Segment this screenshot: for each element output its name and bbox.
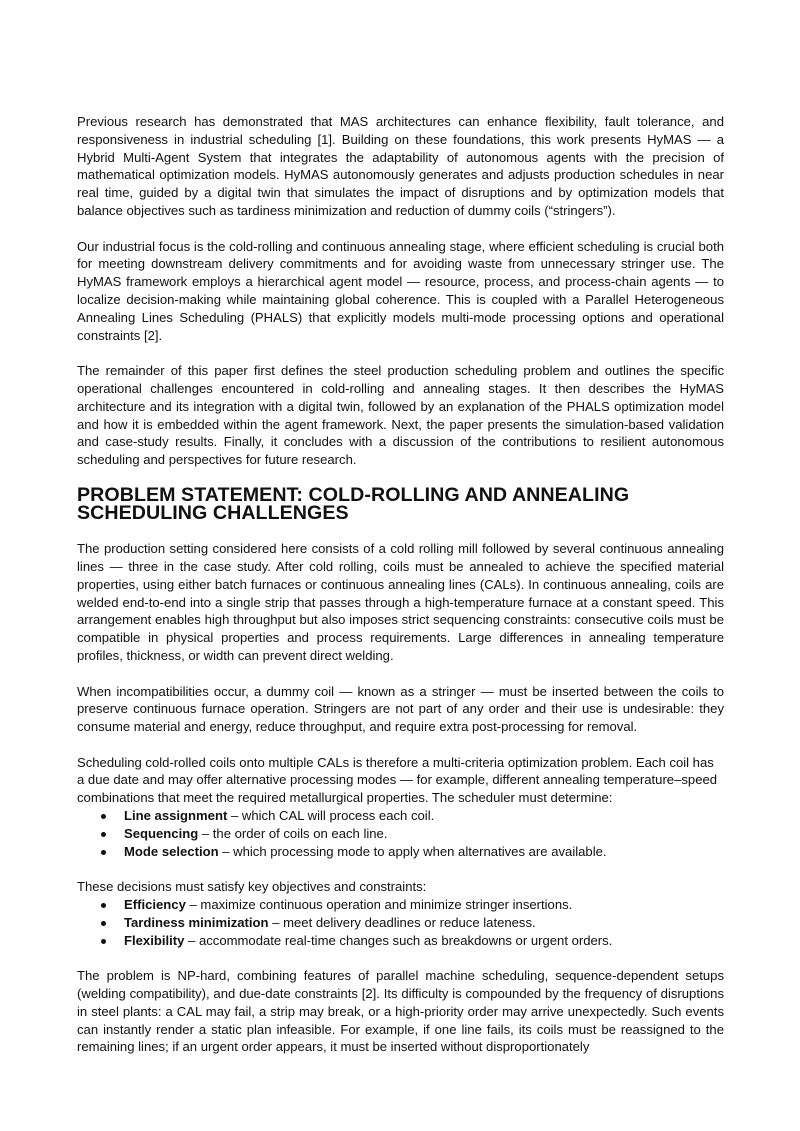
- list-item: [77, 896, 724, 914]
- objectives-list: [77, 896, 724, 949]
- intro-paragraph-3: The remainder of this paper first defines the steel production scheduling problem and outlines the specific operational challenges encountered in cold-rolling and annealing stages. It then describes the HyMAS architecture and its integration with a digital twin, followed by an explanation of the PHALS optimization model and how it is embedded within the agent framework. Next, the paper presents the simulation-based validation and case-study results. Finally, it concludes with a discussion of the contributions to resilient autonomous scheduling and perspectives for future research.: [77, 363, 724, 468]
- list-item-term: Line assignment: [124, 808, 228, 824]
- problem-paragraph-2: When incompatibilities occur, a dummy coil — known as a stringer — must be inserted between the coils to preserve continuous furnace operation. Stringers are not part of any order and their use is undesirable: they consume material and energy, reduce throughput, and require extra post-processing for removal.: [77, 683, 724, 735]
- list-item-term: Tardiness minimization: [124, 914, 269, 930]
- bullet-icon: [101, 921, 106, 926]
- list-item-text: – which processing mode to apply when alternatives are available.: [218, 843, 607, 859]
- list-item: [77, 914, 724, 932]
- bullet-icon: [101, 850, 106, 855]
- list-item: [77, 825, 724, 843]
- bullet-icon: [101, 814, 106, 819]
- decisions-list: [77, 807, 724, 860]
- list-item-term: Flexibility: [124, 932, 185, 948]
- list-item-text: – maximize continuous operation and minimize stringer insertions.: [185, 897, 573, 913]
- problem-paragraph-4: The problem is NP-hard, combining features of parallel machine scheduling, sequence-dependent setups (welding compatibility), and due-date constraints [2]. Its difficulty is compounded by the frequency of disruptions in steel plants: a CAL may fail, a strip may break, or a high-priority order may arrive unexpectedly. Such events can instantly render a static plan infeasible. For example, if one line fails, its coils must be reassigned to the remaining lines; if an urgent order appears, it must be inserted without disproportionately: [77, 968, 724, 1055]
- list-item-text: – meet delivery deadlines or reduce lateness.: [268, 914, 536, 930]
- list-item-term: Mode selection: [124, 843, 219, 859]
- problem-paragraph-3: Scheduling cold-rolled coils onto multiple CALs is therefore a multi-criteria optimization problem. Each coil has a due date and may offer alternative processing modes — for example, different annealing temperature–speed combinations that meet the required metallurgical properties. The scheduler must determine:: [77, 754, 718, 806]
- list-item-text: – the order of coils on each line.: [198, 825, 388, 841]
- bullet-icon: [101, 939, 106, 944]
- intro-paragraph-2: Our industrial focus is the cold-rolling and continuous annealing stage, where efficient scheduling is crucial both for meeting downstream delivery commitments and for avoiding waste from unnecessary stringer use. The HyMAS framework employs a hierarchical agent model — resource, process, and process-chain agents — to localize decision-making while maintaining global coherence. This is coupled with a Parallel Heterogeneous Annealing Lines Scheduling (PHALS) that explicitly models multi-mode processing options and operational constraints [2].: [77, 238, 724, 343]
- list-item-text: – accommodate real-time changes such as breakdowns or urgent orders.: [184, 932, 613, 948]
- problem-paragraph-1: The production setting considered here consists of a cold rolling mill followed by several continuous annealing lines — three in the case study. After cold rolling, coils must be annealed to achieve the specified material properties, using either batch furnaces or continuous annealing lines (CALs). In continuous annealing, coils are welded end-to-end into a single strip that passes through a high-temperature furnace at a constant speed. This arrangement enables high throughput but also imposes strict sequencing constraints: consecutive coils must be compatible in physical properties and process requirements. Large differences in annealing temperature profiles, thickness, or width can prevent direct welding.: [77, 541, 724, 663]
- objectives-lead-in: These decisions must satisfy key objectives and constraints:: [77, 879, 427, 895]
- intro-paragraph-1: Previous research has demonstrated that MAS architectures can enhance flexibility, fault tolerance, and responsiveness in industrial scheduling [1]. Building on these foundations, this work presents HyMAS — a Hybrid Multi-Agent System that integrates the adaptability of autonomous agents with the precision of mathematical optimization models. HyMAS autonomously generates and adjusts production schedules in near real time, guided by a digital twin that simulates the impact of disruptions and by optimization models that balance objectives such as tardiness minimization and reduction of dummy coils (“stringers”).: [77, 114, 724, 218]
- list-item-term: Efficiency: [124, 897, 186, 913]
- bullet-icon: [101, 903, 106, 908]
- paper-page: [77, 113, 724, 1056]
- list-item: [77, 932, 724, 950]
- list-item-term: Sequencing: [124, 825, 199, 841]
- list-item: [77, 843, 724, 861]
- list-item: [77, 807, 724, 825]
- bullet-icon: [101, 832, 106, 837]
- section-heading: PROBLEM STATEMENT: COLD-ROLLING AND ANNEALING SCHEDULING CHALLENGES: [77, 483, 630, 524]
- list-item-text: – which CAL will process each coil.: [227, 808, 435, 824]
